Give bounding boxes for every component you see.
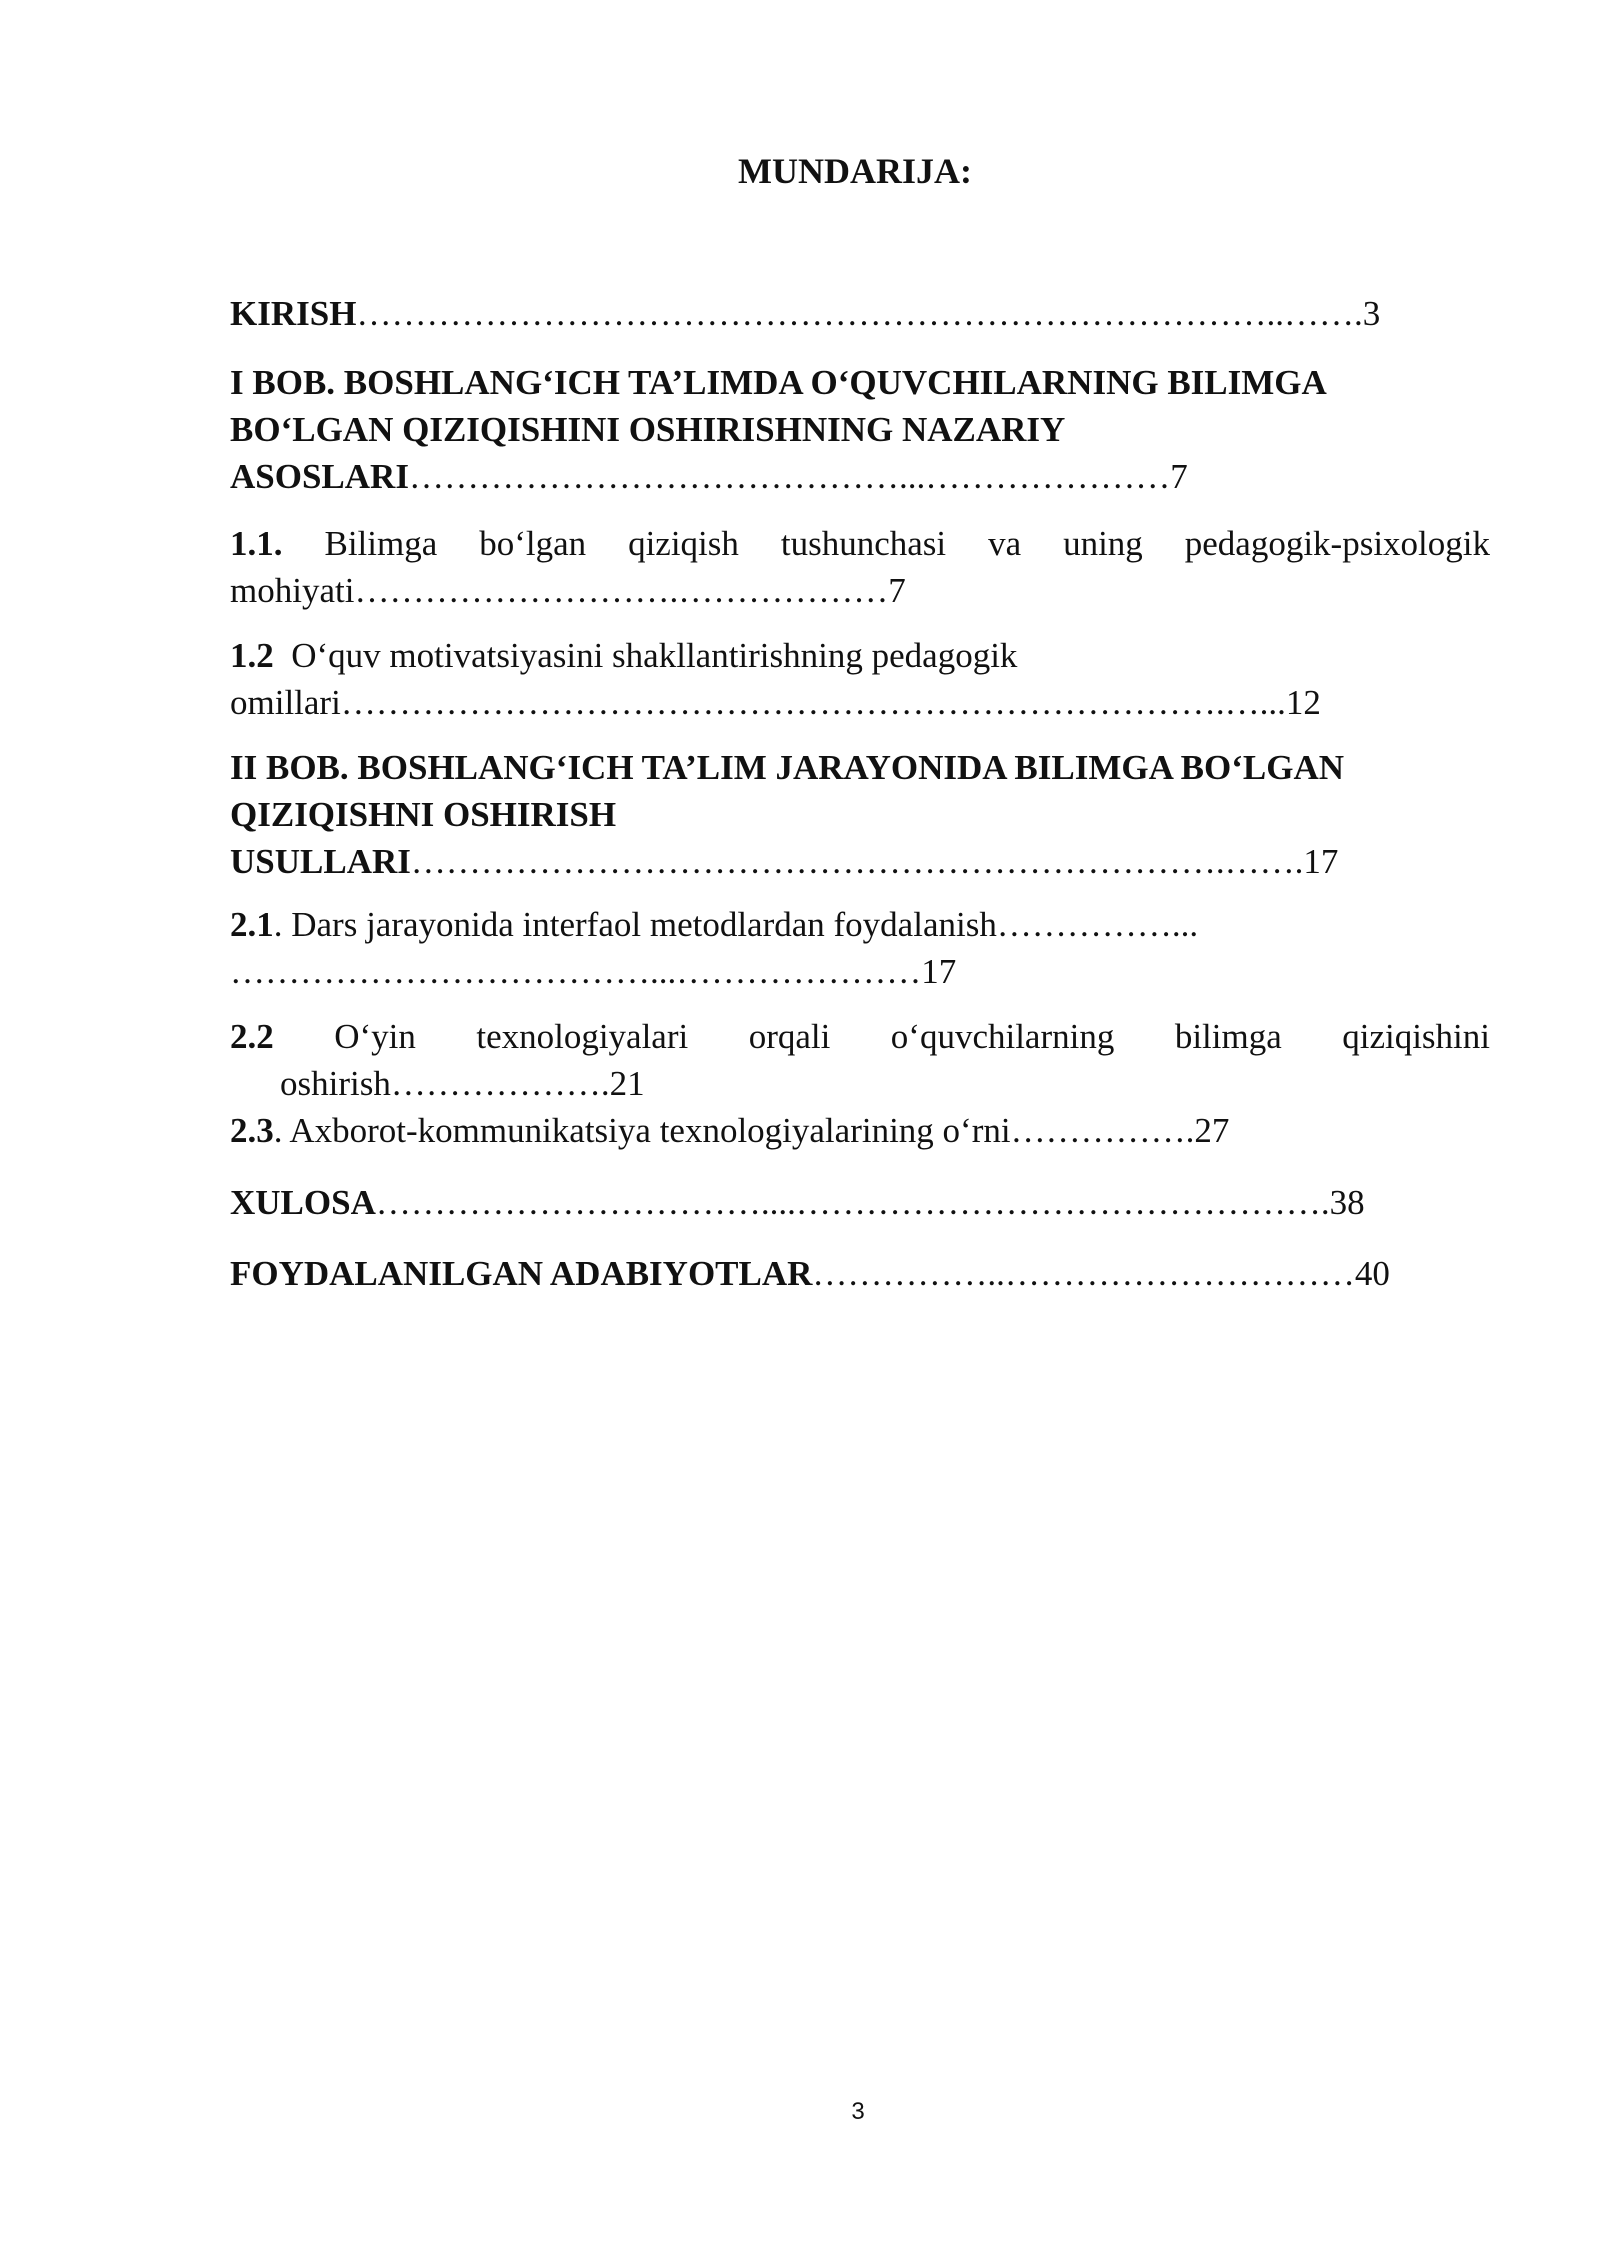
toc-page: 40 — [1354, 1254, 1390, 1293]
toc-section-number: 2.2 — [230, 1017, 274, 1056]
toc-page: 27 — [1194, 1111, 1230, 1150]
toc-entry-xulosa — [230, 1179, 1490, 1226]
toc-leader: ……………………….……………… — [354, 571, 889, 610]
toc-section-number: 2.3 — [230, 1111, 274, 1150]
toc-leader: ………………………………...………………… — [230, 952, 922, 991]
toc-section-title: mohiyati — [230, 571, 355, 610]
page-title: MUNDARIJA: — [738, 151, 972, 191]
toc-page: 17 — [921, 952, 957, 991]
page-number: 3 — [851, 2098, 865, 2125]
toc-page: 7 — [1170, 457, 1188, 496]
toc-section-title: omillari — [230, 683, 341, 722]
toc-page: 3 — [1362, 294, 1381, 333]
toc-entry-1-1 — [230, 520, 1490, 614]
table-of-contents — [230, 290, 1490, 1297]
toc-section-title: oshirish — [280, 1064, 391, 1103]
toc-entry-chapter-1 — [230, 359, 1490, 500]
toc-entry-kirish — [230, 290, 1490, 337]
toc-chapter-line: ASOSLARI — [230, 457, 409, 496]
toc-label: XULOSA — [230, 1183, 376, 1222]
toc-leader: ………………. — [390, 1064, 610, 1103]
toc-leader: ………………………………………………………………….…... — [340, 683, 1286, 722]
toc-entry-1-2 — [230, 632, 1490, 726]
toc-label: KIRISH — [230, 294, 357, 333]
toc-page: 12 — [1285, 683, 1321, 722]
toc-page: 21 — [609, 1064, 645, 1103]
toc-chapter-line: QIZIQISHNI OSHIRISH — [230, 795, 617, 834]
toc-leader: ……………..………………………… — [812, 1254, 1355, 1293]
toc-section-title: . Dars jarayonida interfaol metodlardan foydalanish……………... — [273, 905, 1199, 944]
toc-entry-2-2 — [230, 1013, 1490, 1107]
toc-entry-2-3 — [230, 1107, 1490, 1154]
toc-section-title: . Axborot-kommunikatsiya texnologiyalarining o‘rni — [273, 1111, 1011, 1150]
toc-section-title: O‘quv motivatsiyasini shakllantirishning pedagogik — [291, 636, 1018, 675]
toc-chapter-line: BO‘LGAN QIZIQISHINI OSHIRISHNING NAZARIY — [230, 410, 1066, 449]
toc-section-number: 1.2 — [230, 636, 274, 675]
toc-section-title: Bilimga bo‘lgan qiziqish tushunchasi va uning pedagogik-psixologik — [324, 524, 1491, 563]
toc-leader: ……………………………....………………………………………. — [375, 1183, 1330, 1222]
toc-leader: …………………………………………………………….……. — [410, 842, 1304, 881]
toc-chapter-line: USULLARI — [230, 842, 411, 881]
toc-entry-adabiyotlar — [230, 1250, 1490, 1297]
toc-page: 38 — [1329, 1183, 1365, 1222]
toc-section-number: 2.1 — [230, 905, 274, 944]
toc-entry-2-1 — [230, 901, 1490, 995]
toc-label: FOYDALANILGAN ADABIYOTLAR — [230, 1254, 813, 1293]
toc-chapter-line: II BOB. BOSHLANG‘ICH TA’LIM JARAYONIDA BILIMGA BO‘LGAN — [230, 748, 1345, 787]
toc-section-title: O‘yin texnologiyalari orqali o‘quvchilarning bilimga qiziqishini — [334, 1017, 1490, 1056]
toc-page: 17 — [1303, 842, 1339, 881]
toc-leader: ……………………………………...………………… — [408, 457, 1171, 496]
toc-page: 7 — [888, 571, 906, 610]
toc-leader: ……………………………………………………………………..……. — [356, 294, 1363, 333]
toc-entry-chapter-2 — [230, 744, 1490, 885]
toc-section-number: 1.1. — [230, 524, 283, 563]
toc-chapter-line: I BOB. BOSHLANG‘ICH TA’LIMDA O‘QUVCHILARNING BILIMGA — [230, 363, 1327, 402]
toc-leader: ……………. — [1010, 1111, 1195, 1150]
